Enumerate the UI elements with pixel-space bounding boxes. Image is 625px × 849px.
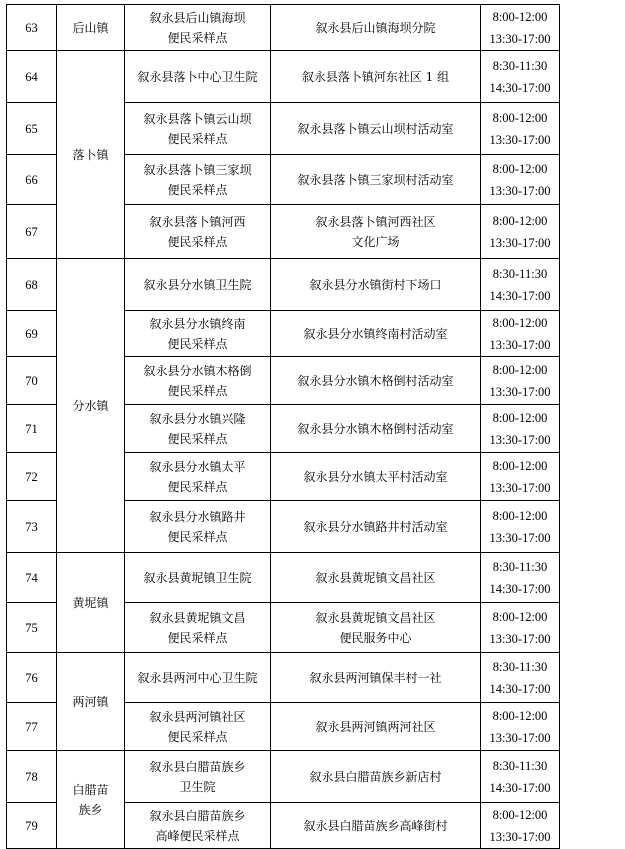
row-number: 64 [7,51,57,103]
site-address [271,103,481,155]
cell-line: 8:00-12:00 [492,458,548,473]
cell-line: 叙永县落卜镇河西 [149,214,246,229]
cell-line: 13:30-17:00 [489,337,551,352]
site-address [271,751,481,803]
row-number: 70 [7,357,57,405]
cell-line: 8:00-12:00 [492,609,548,624]
cell-line: 13:30-17:00 [489,235,551,250]
row-number: 79 [7,803,57,849]
row-number: 77 [7,703,57,751]
cell-line: 8:00-12:00 [492,508,548,523]
cell-line: 叙永县白腊苗族乡 [149,759,246,774]
cell-line: 8:30-11:30 [492,659,548,674]
site-name [125,311,271,357]
row-number: 63 [7,5,57,51]
site-address [271,259,481,311]
site-address [271,553,481,603]
cell-line: 叙永县分水镇太平村活动室 [303,469,448,484]
site-address [271,653,481,703]
cell-line: 13:30-17:00 [489,31,551,46]
table-row [7,5,560,51]
site-name [125,501,271,553]
cell-line: 叙永县黄坭镇文昌社区 [315,610,436,625]
cell-line: 叙永县分水镇街村下场口 [309,277,442,292]
cell-line: 叙永县后山镇海坝 [149,10,246,25]
cell-line: 便民采样点 [167,234,228,249]
cell-line: 叙永县两河中心卫生院 [137,670,258,685]
cell-line: 叙永县落卜镇云山坝 [143,111,252,126]
cell-line: 13:30-17:00 [489,631,551,646]
site-name [125,703,271,751]
cell-line: 8:30-11:30 [492,266,548,281]
cell-line: 14:30-17:00 [489,288,551,303]
site-name [125,205,271,259]
cell-line: 便民采样点 [167,30,228,45]
service-hours [481,51,560,103]
cell-line: 8:30-11:30 [492,559,548,574]
service-hours [481,703,560,751]
site-address [271,501,481,553]
cell-line: 8:00-12:00 [492,362,548,377]
service-hours [481,501,560,553]
town-name [57,751,125,849]
row-number: 78 [7,751,57,803]
site-address [271,51,481,103]
service-hours [481,205,560,259]
cell-line: 叙永县落卜镇三家坝村活动室 [297,172,454,187]
service-hours [481,259,560,311]
cell-line: 13:30-17:00 [489,183,551,198]
sampling-sites-table [6,4,560,849]
cell-line: 8:30-11:30 [492,58,548,73]
cell-line: 叙永县黄坭镇卫生院 [143,570,252,585]
cell-line: 8:00-12:00 [492,807,548,822]
cell-line: 族乡 [78,802,103,817]
site-name [125,751,271,803]
cell-line: 便民采样点 [167,729,228,744]
cell-line: 叙永县分水镇木格倒村活动室 [297,373,454,388]
cell-line: 13:30-17:00 [489,829,551,844]
row-number: 74 [7,553,57,603]
cell-line: 便民采样点 [167,131,228,146]
site-address [271,603,481,653]
site-name [125,357,271,405]
cell-line: 便民采样点 [167,336,228,351]
cell-line: 便民采样点 [167,529,228,544]
site-address [271,311,481,357]
service-hours [481,357,560,405]
row-number: 75 [7,603,57,653]
row-number: 72 [7,453,57,501]
site-name [125,405,271,453]
cell-line: 叙永县落卜镇河西社区 [315,214,436,229]
town-name: 后山镇 [57,5,125,51]
cell-line: 8:00-12:00 [492,708,548,723]
cell-line: 叙永县分水镇路井 [149,509,246,524]
cell-line: 叙永县白腊苗族乡 [149,808,246,823]
service-hours [481,553,560,603]
cell-line: 叙永县落卜镇河东社区 1 组 [301,69,450,84]
cell-line: 8:00-12:00 [492,110,548,125]
cell-line: 8:00-12:00 [492,315,548,330]
site-address [271,405,481,453]
cell-line: 卫生院 [179,779,216,794]
cell-line: 叙永县两河镇保丰村一社 [309,670,442,685]
service-hours [481,803,560,849]
row-number: 67 [7,205,57,259]
town-name: 黄坭镇 [57,553,125,653]
cell-line: 叙永县白腊苗族乡新店村 [309,769,442,784]
cell-line: 便民采样点 [167,182,228,197]
row-number: 69 [7,311,57,357]
table-row [7,259,560,311]
town-name: 落卜镇 [57,51,125,259]
cell-line: 叙永县分水镇终南村活动室 [303,326,448,341]
cell-line: 白腊苗 [72,782,109,797]
site-name [125,803,271,849]
site-name [125,51,271,103]
row-number: 73 [7,501,57,553]
cell-line: 叙永县分水镇终南 [149,316,246,331]
cell-line: 14:30-17:00 [489,681,551,696]
cell-line: 8:00-12:00 [492,161,548,176]
service-hours [481,603,560,653]
site-address [271,803,481,849]
cell-line: 13:30-17:00 [489,730,551,745]
site-address [271,703,481,751]
cell-line: 叙永县黄坭镇文昌 [149,610,246,625]
service-hours [481,103,560,155]
site-name [125,5,271,51]
site-name [125,103,271,155]
cell-line: 叙永县分水镇木格倒 [143,363,252,378]
town-name: 两河镇 [57,653,125,751]
cell-line: 叙永县分水镇太平 [149,459,246,474]
site-name [125,553,271,603]
row-number: 76 [7,653,57,703]
cell-line: 8:00-12:00 [492,9,548,24]
service-hours [481,311,560,357]
cell-line: 叙永县两河镇社区 [149,709,246,724]
cell-line: 叙永县后山镇海坝分院 [315,20,436,35]
cell-line: 便民采样点 [167,479,228,494]
site-address [271,357,481,405]
service-hours [481,453,560,501]
cell-line: 14:30-17:00 [489,581,551,596]
cell-line: 便民采样点 [167,383,228,398]
cell-line: 13:30-17:00 [489,384,551,399]
town-name: 分水镇 [57,259,125,553]
cell-line: 8:00-12:00 [492,213,548,228]
cell-line: 叙永县分水镇路井村活动室 [303,519,448,534]
service-hours [481,653,560,703]
cell-line: 叙永县分水镇卫生院 [143,277,252,292]
row-number: 71 [7,405,57,453]
cell-line: 8:30-11:30 [492,758,548,773]
cell-line: 叙永县落卜中心卫生院 [137,69,258,84]
cell-line: 文化广场 [351,234,400,249]
cell-line: 高峰便民采样点 [155,828,240,843]
site-name [125,603,271,653]
cell-line: 叙永县落卜镇三家坝 [143,162,252,177]
site-name [125,259,271,311]
cell-line: 叙永县分水镇兴隆 [149,411,246,426]
row-number: 65 [7,103,57,155]
cell-line: 叙永县黄坭镇文昌社区 [315,570,436,585]
cell-line: 叙永县分水镇木格倒村活动室 [297,421,454,436]
cell-line: 14:30-17:00 [489,80,551,95]
site-name [125,653,271,703]
service-hours [481,751,560,803]
site-address [271,205,481,259]
site-name [125,155,271,205]
cell-line: 14:30-17:00 [489,780,551,795]
site-address [271,5,481,51]
table-body [7,5,560,849]
table-row [7,751,560,803]
cell-line: 叙永县落卜镇云山坝村活动室 [297,121,454,136]
service-hours [481,155,560,205]
site-address [271,453,481,501]
row-number: 66 [7,155,57,205]
table-row [7,653,560,703]
service-hours [481,405,560,453]
site-name [125,453,271,501]
site-address [271,155,481,205]
cell-line: 13:30-17:00 [489,432,551,447]
cell-line: 便民采样点 [167,630,228,645]
service-hours [481,5,560,51]
cell-line: 便民采样点 [167,431,228,446]
cell-line: 8:00-12:00 [492,410,548,425]
table-row [7,553,560,603]
cell-line: 便民服务中心 [339,630,412,645]
cell-line: 13:30-17:00 [489,530,551,545]
table-row [7,51,560,103]
cell-line: 13:30-17:00 [489,480,551,495]
cell-line: 叙永县白腊苗族乡高峰街村 [303,818,448,833]
row-number: 68 [7,259,57,311]
cell-line: 叙永县两河镇两河社区 [315,719,436,734]
cell-line: 13:30-17:00 [489,132,551,147]
